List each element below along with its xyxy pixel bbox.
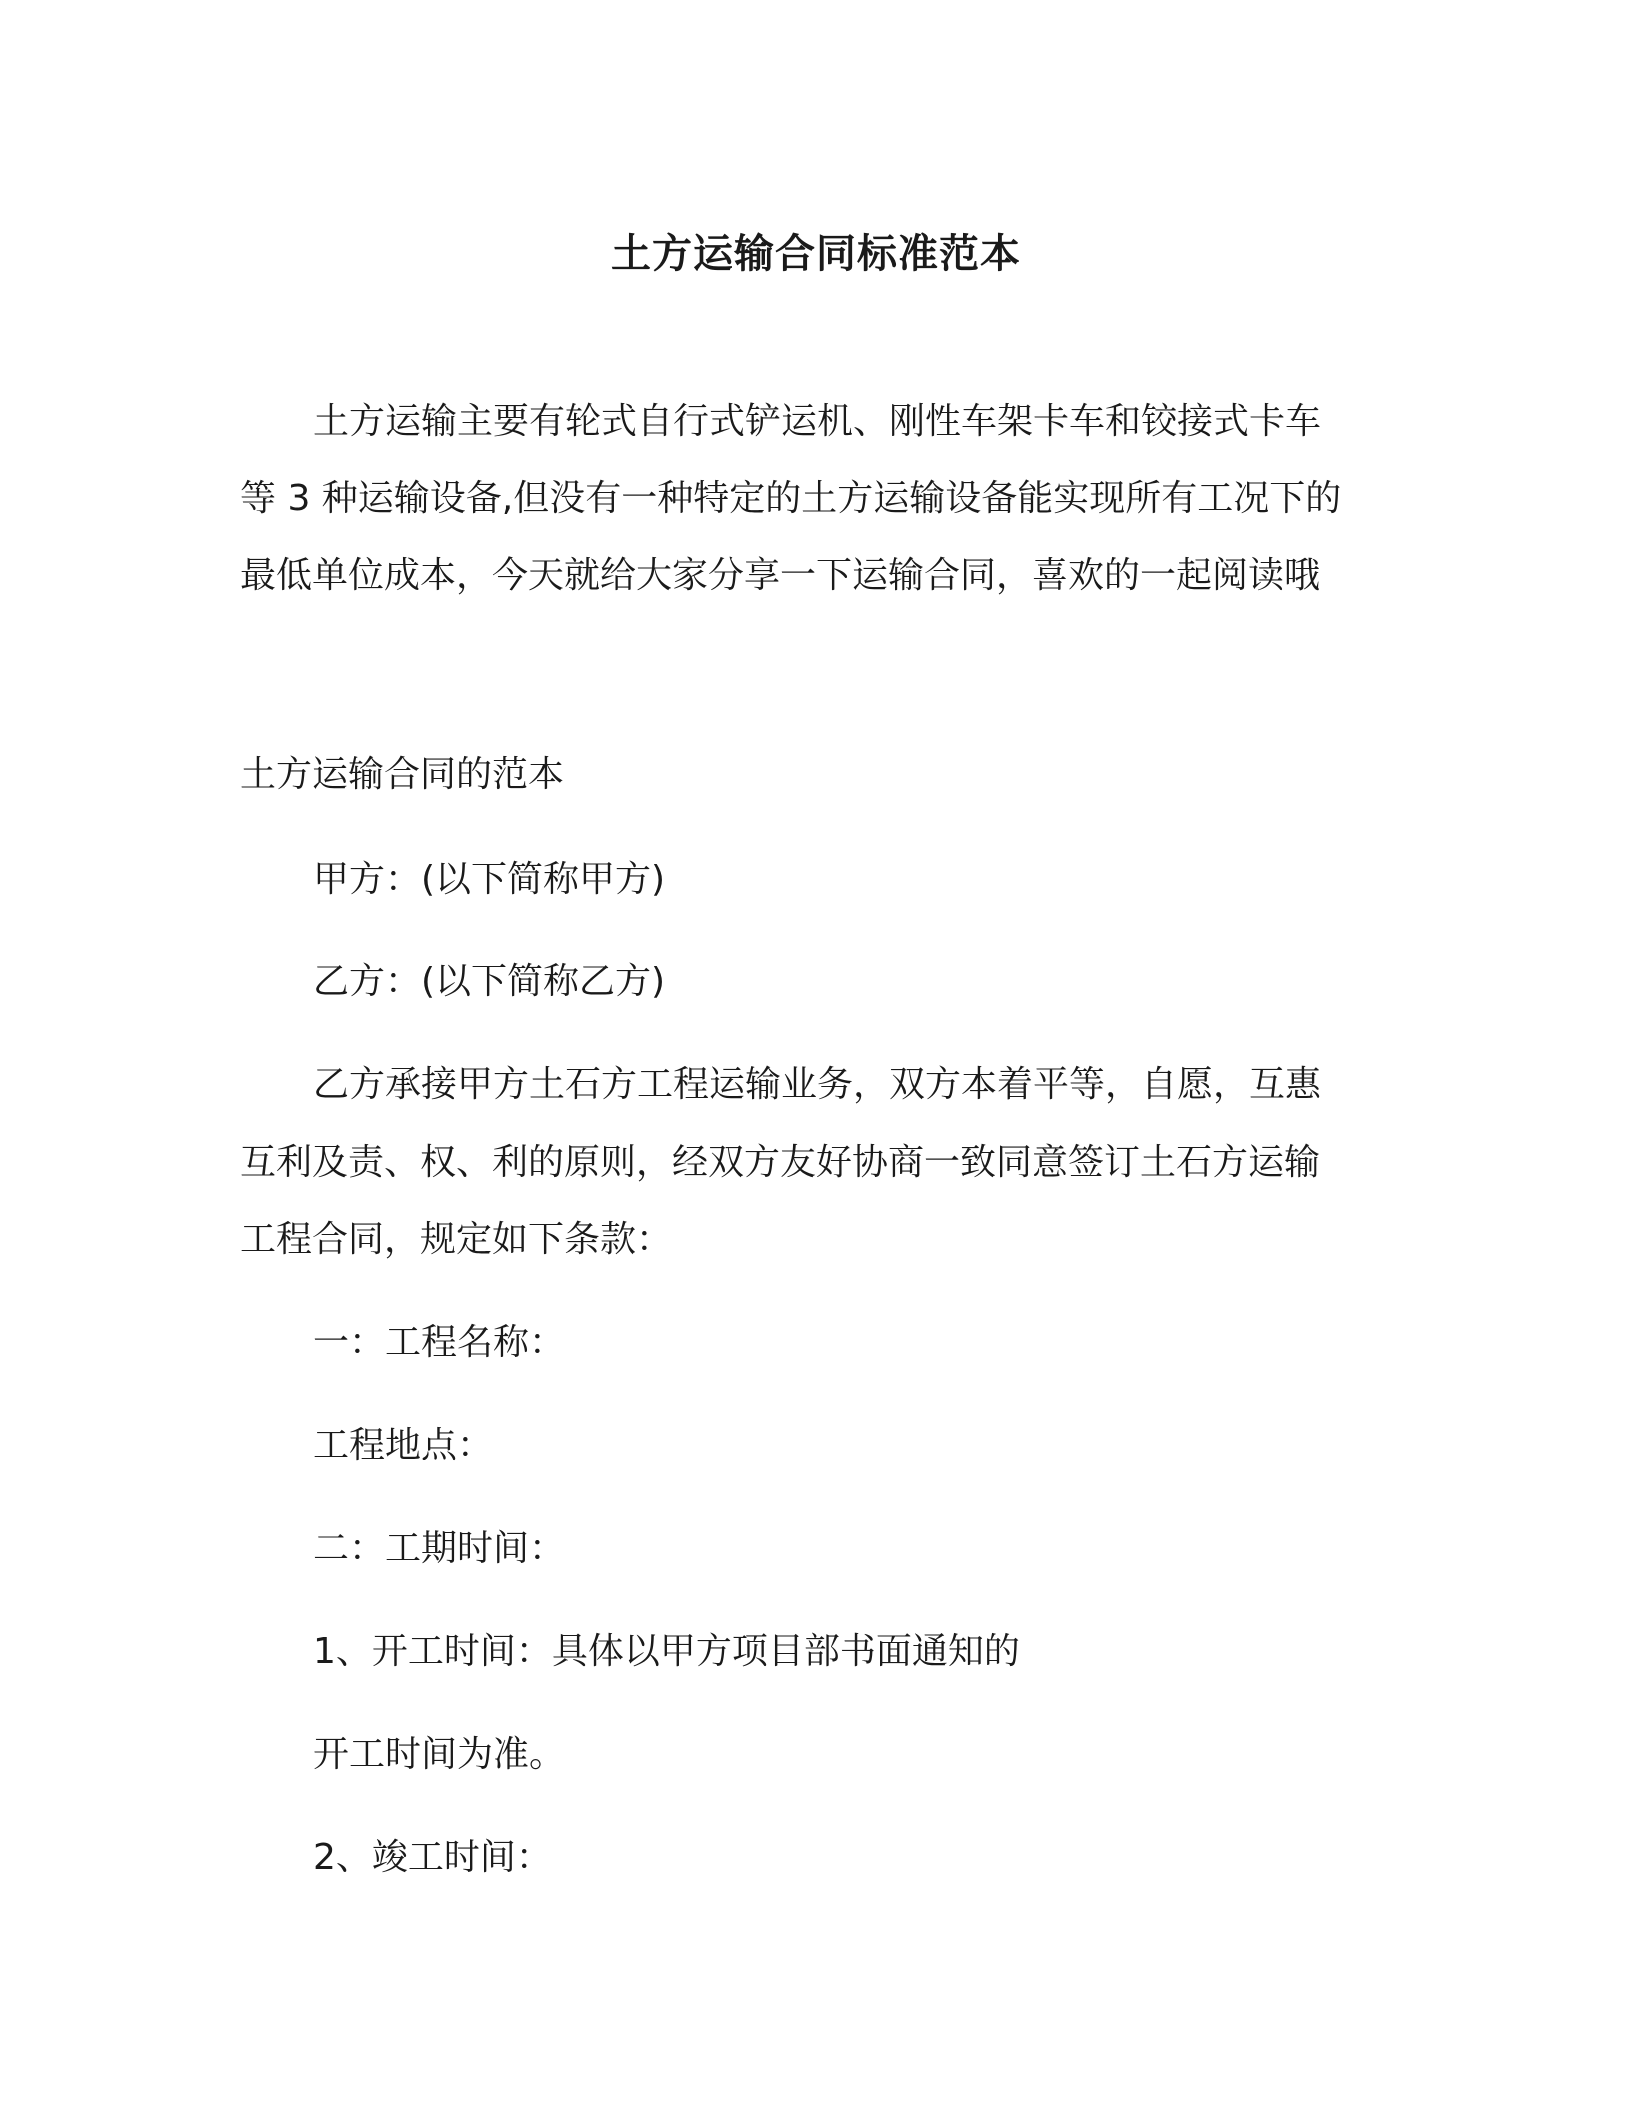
- completion-time-line: 2、竣工时间：: [313, 1837, 552, 1878]
- document-title: 土方运输合同标准范本: [611, 231, 1021, 277]
- clause-2-line: 二：工期时间：: [313, 1528, 566, 1569]
- intro-line-3: 最低单位成本，今天就给大家分享一下运输合同，喜欢的一起阅读哦: [240, 555, 1321, 596]
- party-a-line: 甲方：(以下简称甲方): [313, 859, 666, 900]
- intro-line-1: 土方运输主要有轮式自行式铲运机、刚性车架卡车和铰接式卡车: [313, 401, 1322, 442]
- party-b-line: 乙方：(以下简称乙方): [313, 961, 666, 1002]
- agreement-line-2: 互利及责、权、利的原则，经双方友好协商一致同意签订土石方运输: [240, 1142, 1321, 1183]
- section-heading: 土方运输合同的范本: [240, 754, 565, 795]
- intro-line-2: 等 3 种运输设备,但没有一种特定的土方运输设备能实现所有工况下的: [240, 478, 1342, 519]
- agreement-line-3: 工程合同，规定如下条款：: [240, 1219, 673, 1260]
- agreement-line-1: 乙方承接甲方土石方工程运输业务，双方本着平等，自愿，互惠: [313, 1064, 1322, 1105]
- start-time-line-2: 开工时间为准。: [313, 1734, 566, 1775]
- clause-1-line: 一：工程名称：: [313, 1322, 566, 1363]
- project-location-line: 工程地点：: [313, 1425, 494, 1466]
- start-time-line-1: 1、开工时间：具体以甲方项目部书面通知的: [313, 1631, 1020, 1672]
